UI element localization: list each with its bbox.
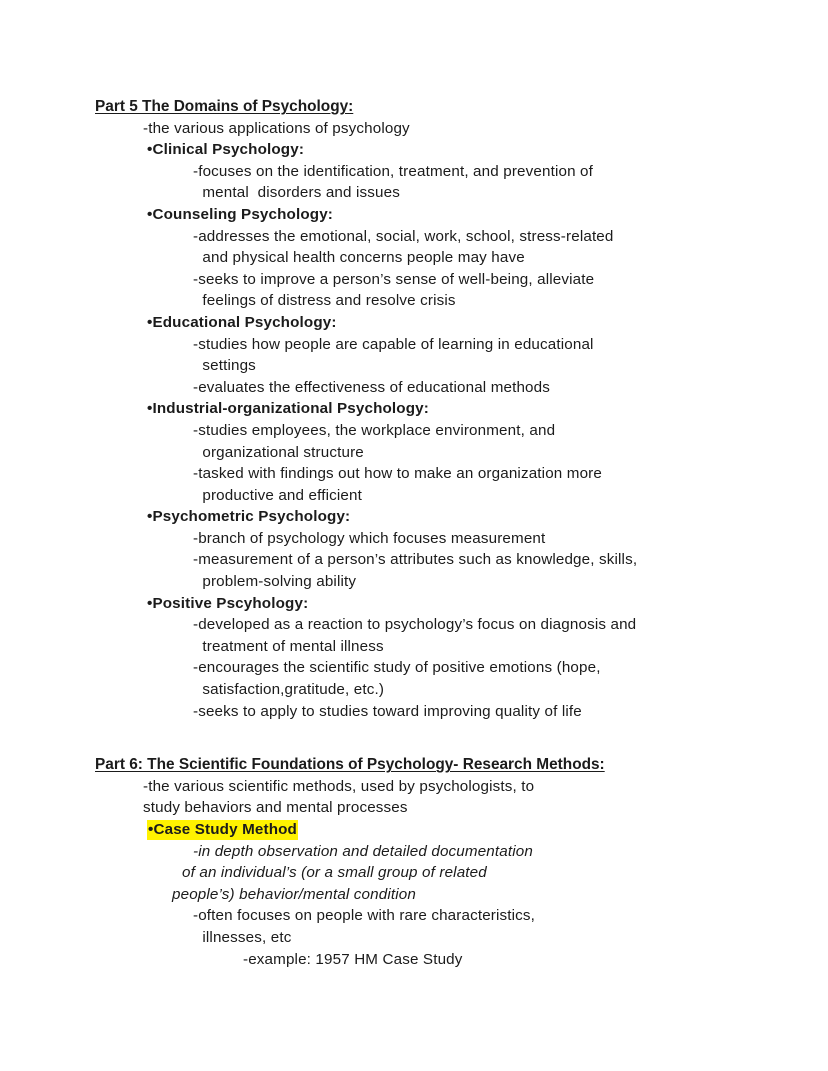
topic-bullet-label: •Counseling Psychology: (147, 205, 334, 223)
section-spacer (0, 722, 828, 754)
topic-detail-line: -focuses on the identification, treatment, and prevention of (193, 162, 594, 180)
topic-detail-line: -developed as a reaction to psychology’s focus on diagnosis and (193, 616, 637, 634)
topic-detail-line: -evaluates the effectiveness of educational methods (193, 378, 551, 396)
topic-detail-line: -seeks to improve a person’s sense of well-being, alleviate (193, 270, 595, 288)
case-study-method-bullet (147, 819, 828, 841)
topic-psychometric-psychology (0, 506, 828, 592)
topic-detail-line: satisfaction,gratitude, etc.) (198, 681, 385, 699)
topic-detail-line: -tasked with findings out how to make an organization more (193, 465, 602, 483)
case-study-italic-line: -in depth observation and detailed documentation (193, 842, 533, 860)
topic-detail-line: problem-solving ability (198, 573, 357, 591)
topic-clinical-psychology (0, 139, 828, 204)
topic-detail-line: -addresses the emotional, social, work, school, stress-related (193, 227, 614, 245)
topic-educational-psychology (0, 312, 828, 398)
topic-detail-line: -branch of psychology which focuses measurement (193, 529, 546, 547)
topic-bullet-label: •Clinical Psychology: (147, 141, 305, 159)
highlighted-text: •Case Study Method (148, 821, 297, 838)
case-study-example-line: -example: 1957 HM Case Study (243, 950, 463, 968)
part-5-intro: -the various applications of psychology (143, 119, 410, 137)
topic-detail-line: settings (198, 357, 256, 375)
topic-bullet-label: •Positive Pscyhology: (147, 594, 309, 612)
case-study-italic-line: of an individual’s (or a small group of related (182, 864, 487, 882)
topic-detail-line: treatment of mental illness (198, 637, 384, 655)
section-part-6 (0, 754, 828, 970)
topic-positive-psychology (0, 593, 828, 723)
topic-detail-line: -studies how people are capable of learning in educational (193, 335, 594, 353)
topic-detail-line: -studies employees, the workplace environment, and (193, 421, 556, 439)
topic-detail-line: -measurement of a person’s attributes such as knowledge, skills, (193, 551, 638, 569)
topic-bullet-label: •Psychometric Psychology: (147, 508, 351, 526)
part-6-heading: Part 6: The Scientific Foundations of Psychology- Research Methods: (95, 756, 605, 774)
part-5-heading: Part 5 The Domains of Psychology: (95, 98, 354, 115)
document-body (0, 96, 828, 970)
topic-detail-line: -seeks to apply to studies toward improving quality of life (193, 702, 582, 720)
case-study-italic-line: people’s) behavior/mental condition (172, 885, 416, 903)
part-6-intro-line-2: study behaviors and mental processes (143, 799, 408, 817)
part-6-intro-line-1: -the various scientific methods, used by psychologists, to (143, 777, 535, 795)
topic-bullet-label: •Industrial-organizational Psychology: (147, 400, 429, 418)
topic-counseling-psychology (0, 204, 828, 312)
section-part-5 (0, 96, 828, 722)
case-study-detail-line: -often focuses on people with rare characteristics, (193, 907, 536, 925)
topic-detail-line: -encourages the scientific study of positive emotions (hope, (193, 659, 601, 677)
topic-bullet-label: •Educational Psychology: (147, 313, 337, 331)
topic-detail-line: organizational structure (198, 443, 364, 461)
topic-industrial-organizational-psychology (0, 398, 828, 506)
case-study-detail-line: illnesses, etc (198, 928, 292, 946)
topic-detail-line: mental disorders and issues (198, 184, 400, 202)
topic-detail-line: productive and efficient (198, 486, 362, 504)
topic-detail-line: feelings of distress and resolve crisis (198, 292, 456, 310)
topic-detail-line: and physical health concerns people may have (198, 249, 525, 267)
